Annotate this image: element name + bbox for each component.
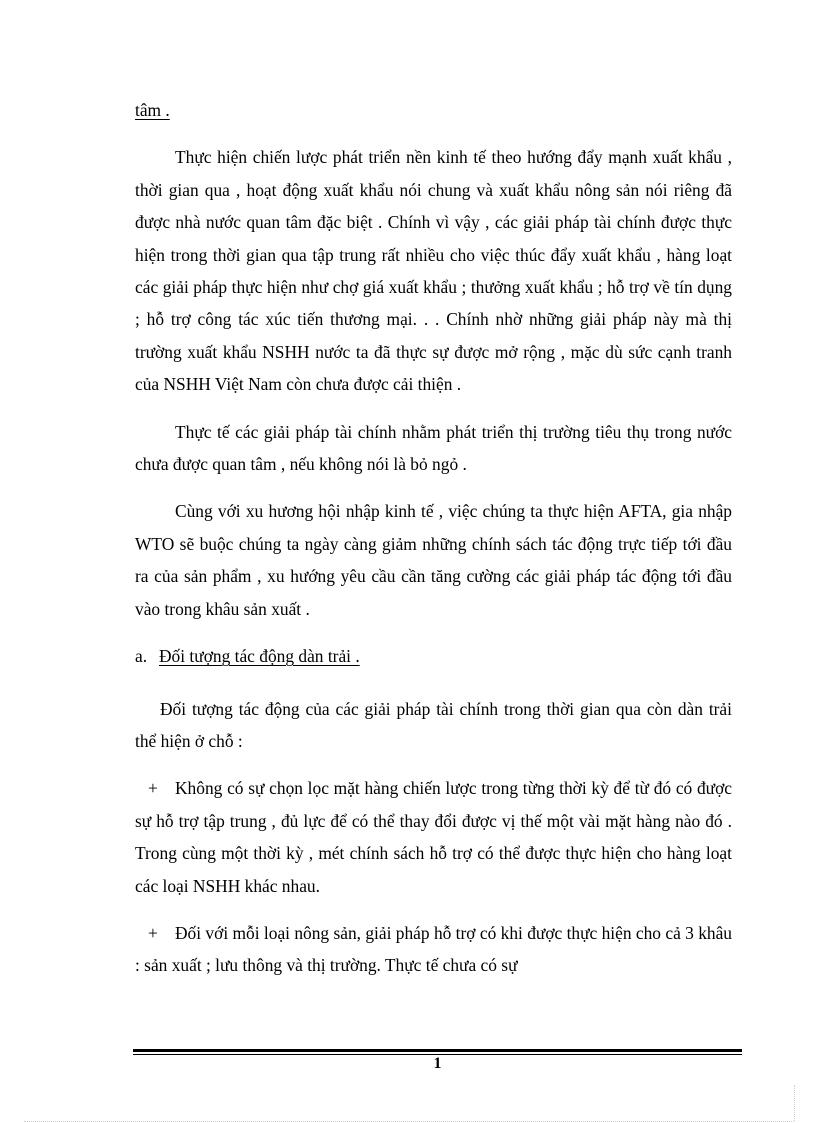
bullet-item [135,772,732,902]
page-number: 1 [433,1055,442,1072]
bullet-marker: + [148,778,158,799]
bullet-marker: + [148,922,158,943]
paragraph-domestic-market: Thực tế các giải pháp tài chính nhằm phát triển thị trường tiêu thụ trong nước chưa được quan tâm , nếu không nói là bỏ ngỏ . [135,421,732,475]
page-border-right [794,1085,795,1121]
page-border-bottom [24,1121,794,1122]
paragraph-integration: Cùng với xu hương hội nhập kinh tế , việc chúng ta thực hiện AFTA, gia nhập WTO sẽ buộc chúng ta ngày càng giảm những chính sách tác động trực tiếp tới đầu ra của sản phẩm , xu hướng yêu cầu cần tăng cường các giải pháp tác động tới đầu vào trong khâu sản xuất . [135,501,732,619]
bullet-text: Đối với mỗi loại nông sản, giải pháp hỗ trợ có khi được thực hiện cho cả 3 khâu : sản xuất ; lưu thông và thị trường. Thực tế chưa có sự [135,922,732,976]
bullet-text: Không có sự chọn lọc mặt hàng chiến lược trong từng thời kỳ để từ đó có được sự hỗ trợ tập trung , đủ lực để có thể thay đổi được vị thế một vài mặt hàng nào đó . Trong cùng một thời kỳ , mét chính sách hỗ trợ có thể được thực hiện cho hàng loạt các loại NSHH khác nhau. [135,778,732,896]
top-heading: tâm . [135,100,170,120]
bullet-item [135,917,732,982]
paragraph-export-strategy: Thực hiện chiến lược phát triển nền kinh tế theo hướng đẩy mạnh xuất khẩu , thời gian qua , hoạt động xuất khẩu nói chung và xuất khẩu nông sản nói riêng đã được nhà nước quan tâm đặc biệt . Chính vì vậy , các giải pháp tài chính được thực hiện trong thời gian qua tập trung rất nhiều cho việc thúc đẩy xuất khẩu , hàng loạt các giải pháp thực hiện như chợ giá xuất khẩu ; thưởng xuất khẩu ; hỗ trợ về tín dụng ; hỗ trợ công tác xúc tiến thương mại. . . Chính nhờ những giải pháp này mà thị trường xuất khẩu NSHH nước ta đã thực sự được mở rộng , mặc dù sức cạnh tranh của NSHH Việt Nam còn chưa được cải thiện . [135,147,732,395]
paragraph-target-spread: Đối tượng tác động của các giải pháp tài chính trong thời gian qua còn dàn trải thể hiện ở chỗ : [135,698,732,751]
section-heading-a [135,640,732,672]
section-title: Đối tượng tác động dàn trải . [159,646,360,667]
section-marker: a. [135,646,148,667]
document-body [135,94,732,997]
